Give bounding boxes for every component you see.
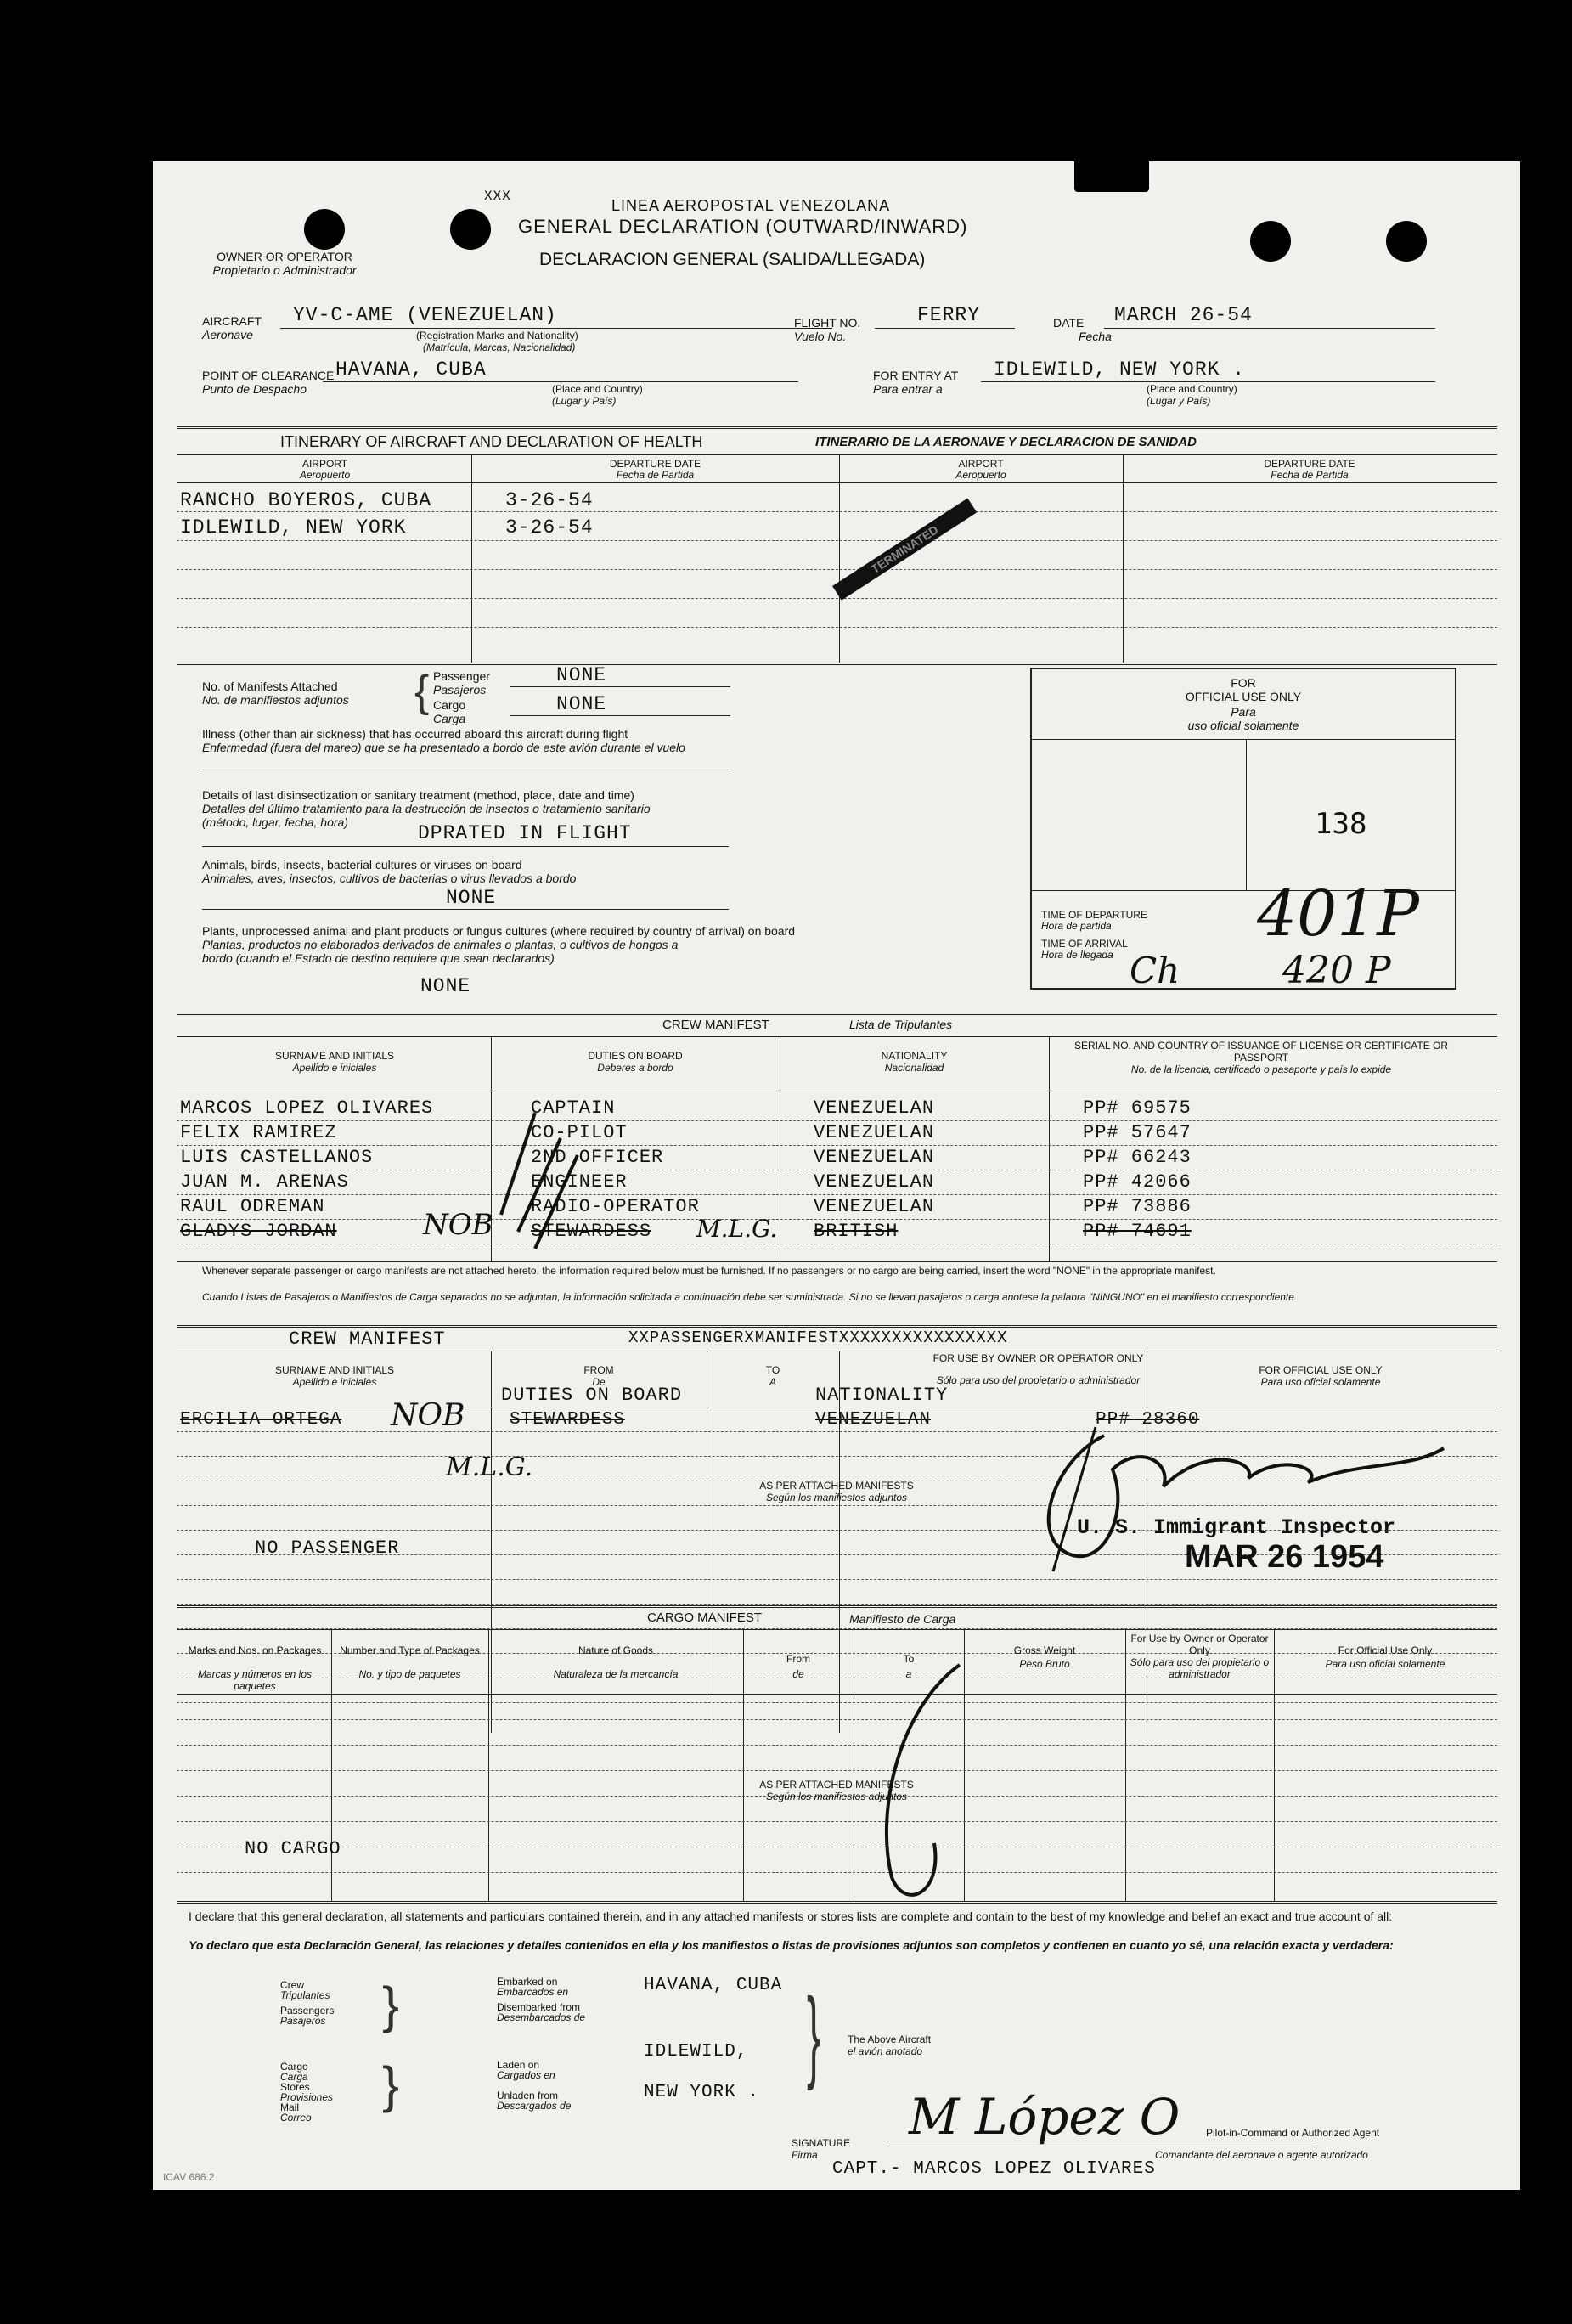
crew-serial-3: PP# 66243 bbox=[1083, 1147, 1192, 1168]
official-number: 138 bbox=[1315, 807, 1367, 841]
decl-laden-es: Cargados en bbox=[497, 2069, 555, 2081]
pax-col-from: FROM bbox=[583, 1364, 614, 1376]
itin-col-airport-es: Aeropuerto bbox=[299, 469, 351, 481]
flight-no-value: FERRY bbox=[917, 304, 981, 326]
crew-col-serial-es: No. de la licencia, certificado o pasaporte y país lo expide bbox=[1130, 1063, 1392, 1075]
animals-label-es: Animales, aves, insectos, cultivos de bacterias o virus llevados a bordo bbox=[202, 872, 577, 885]
pax-col-official: FOR OFFICIAL USE ONLY bbox=[1259, 1364, 1383, 1376]
crew-duty-5: RADIO-OPERATOR bbox=[531, 1196, 700, 1217]
divider bbox=[510, 715, 730, 716]
manifest-note: Whenever separate passenger or cargo manifests are not attached hereto, the information required below must be furnished. If no passengers or no cargo are being carried, insert the word "NONE" in the appropriate manifest. bbox=[202, 1265, 1216, 1277]
decl-embarked: Embarked on bbox=[497, 1976, 558, 1988]
decl-crew: Crew bbox=[280, 1979, 305, 1991]
punch-hole bbox=[450, 209, 491, 250]
decl-mail: Mail bbox=[280, 2101, 300, 2113]
row-rule bbox=[177, 598, 1497, 599]
col-divider bbox=[1274, 1629, 1275, 1901]
col-divider bbox=[491, 1351, 492, 1733]
row-rule bbox=[177, 1604, 1497, 1605]
divider bbox=[510, 686, 730, 687]
decl-mail-es: Correo bbox=[280, 2112, 312, 2124]
row-rule bbox=[177, 511, 1497, 512]
col-divider bbox=[471, 454, 472, 663]
cargo-col-nature-es: Naturaleza de la mercancía bbox=[553, 1668, 679, 1680]
divider bbox=[177, 454, 1497, 455]
plants-label-es: Plantas, productos no elaborados derivados de animales o plantas, o cultivos de hongos a bbox=[202, 938, 679, 951]
crew-duty-6: STEWARDESS bbox=[531, 1221, 652, 1242]
pax-typed-nationality: NATIONALITY bbox=[815, 1385, 949, 1406]
crew-serial-6: PP# 74691 bbox=[1083, 1221, 1192, 1242]
crew-nat-6: BRITISH bbox=[814, 1221, 899, 1242]
departure-time-value: 401P bbox=[1257, 877, 1420, 950]
entry-label: FOR ENTRY AT bbox=[873, 369, 959, 382]
row-rule bbox=[177, 627, 1497, 628]
date-value: MARCH 26-54 bbox=[1114, 304, 1253, 326]
crew-duty-1: CAPTAIN bbox=[531, 1097, 616, 1119]
punch-hole bbox=[304, 209, 345, 250]
aircraft-label: AIRCRAFT bbox=[202, 314, 262, 328]
section-divider bbox=[177, 426, 1497, 429]
clearance-label-es: Punto de Despacho bbox=[202, 382, 307, 396]
disinsect-label-es: Detalles del último tratamiento para la destrucción de insectos o tratamiento sanitario bbox=[202, 802, 651, 815]
plants-label-es2: bordo (cuando el Estado de destino requiere que sean declarados) bbox=[202, 951, 555, 965]
official-for: FOR bbox=[1231, 676, 1256, 690]
animals-value: NONE bbox=[446, 887, 497, 909]
disinsect-value: DPRATED IN FLIGHT bbox=[418, 822, 632, 844]
crew-name-6: GLADYS JORDAN bbox=[180, 1221, 337, 1242]
row-rule bbox=[177, 1194, 1497, 1195]
row-rule bbox=[177, 1770, 1497, 1771]
pax-attached-es: Según los manifiestos adjuntos bbox=[765, 1492, 908, 1503]
pax-col-from-es: De bbox=[592, 1376, 606, 1388]
official-uso: uso oficial solamente bbox=[1187, 719, 1299, 732]
col-divider bbox=[488, 1629, 489, 1901]
decl-passengers-es: Pasajeros bbox=[280, 2015, 326, 2027]
form-title-en: GENERAL DECLARATION (OUTWARD/INWARD) bbox=[518, 216, 968, 237]
itin-col-departure-es: Fecha de Partida bbox=[1271, 469, 1349, 481]
disinsect-label-es2: (método, lugar, fecha, hora) bbox=[202, 815, 348, 829]
itin-airport-1: RANCHO BOYEROS, CUBA bbox=[180, 489, 432, 511]
inspector-stamp: U. S. Immigrant Inspector bbox=[1077, 1515, 1396, 1540]
crew-col-nationality-es: Nacionalidad bbox=[884, 1062, 944, 1074]
crew-nat-4: VENEZUELAN bbox=[814, 1171, 935, 1193]
crew-nat-1: VENEZUELAN bbox=[814, 1097, 935, 1119]
date-label-es: Fecha bbox=[1079, 330, 1112, 343]
divider bbox=[202, 909, 729, 910]
owner-label: OWNER OR OPERATOR bbox=[217, 250, 352, 263]
crew-col-name-es: Apellido e iniciales bbox=[292, 1062, 377, 1074]
owner-label-es: Propietario o Administrador bbox=[212, 263, 357, 277]
crew-col-duties: DUTIES ON BOARD bbox=[588, 1050, 683, 1062]
passenger-overtyped: XXPASSENGERXMANIFESTXXXXXXXXXXXXXXXX bbox=[628, 1328, 1008, 1347]
entry-value: IDLEWILD, NEW YORK . bbox=[994, 358, 1246, 381]
decl-disembarked-es: Desembarcados de bbox=[497, 2011, 586, 2023]
place-note-es: (Lugar y País) bbox=[1147, 395, 1211, 407]
itin-col-departure: DEPARTURE DATE bbox=[1264, 458, 1355, 470]
cargo-col-to: To bbox=[903, 1653, 915, 1665]
pax-row-duty: STEWARDESS bbox=[510, 1410, 626, 1430]
handwritten-mark: Ch bbox=[1130, 950, 1180, 991]
terminated-stamp: TERMINATED bbox=[832, 499, 977, 601]
brace: } bbox=[382, 2056, 400, 2113]
cargo-col-from: From bbox=[786, 1653, 810, 1665]
divider bbox=[177, 482, 1497, 483]
divider bbox=[177, 1036, 1497, 1037]
decl-embarked-es: Embarcados en bbox=[497, 1986, 569, 1998]
declaration-text-es: Yo declaro que esta Declaración General, las relaciones y detalles contenidos en ella y los manifiestos o listas de provisiones adjuntos son completos y contienen en cuanto yo sé, una relación exacta y verdadera: bbox=[189, 1938, 1394, 1952]
captain-name: CAPT.- MARCOS LOPEZ OLIVARES bbox=[832, 2159, 1156, 2179]
itin-col-airport: AIRPORT bbox=[958, 458, 1004, 470]
aircraft-label-es: Aeronave bbox=[202, 328, 253, 341]
punch-hole bbox=[1386, 221, 1427, 262]
divider bbox=[280, 328, 832, 329]
decl-disembarked: Disembarked from bbox=[497, 2001, 581, 2013]
decl-laden: Laden on bbox=[497, 2059, 540, 2071]
punch-notch bbox=[1074, 161, 1149, 192]
signature-label-es: Firma bbox=[792, 2149, 818, 2161]
section-divider bbox=[177, 1901, 1497, 1904]
decl-unladen: Unladen from bbox=[497, 2090, 559, 2101]
passenger-label-es: Pasajeros bbox=[433, 683, 487, 697]
decl-crew-es: Tripulantes bbox=[280, 1989, 330, 2001]
itin-col-airport: AIRPORT bbox=[301, 458, 348, 470]
section-divider bbox=[177, 1325, 1497, 1328]
row-rule bbox=[177, 1120, 1497, 1121]
manifests-label-es: No. de manifiestos adjuntos bbox=[202, 693, 349, 707]
entry-label-es: Para entrar a bbox=[873, 382, 943, 396]
plants-value: NONE bbox=[420, 975, 471, 997]
col-divider bbox=[1123, 454, 1124, 663]
cargo-heading-es: Manifiesto de Carga bbox=[849, 1612, 956, 1626]
divider bbox=[981, 381, 1435, 382]
brace: } bbox=[807, 1977, 821, 2091]
crew-serial-5: PP# 73886 bbox=[1083, 1196, 1192, 1217]
divider bbox=[202, 846, 729, 847]
official-use-label: OFFICIAL USE ONLY bbox=[1185, 690, 1302, 703]
no-passenger: NO PASSENGER bbox=[255, 1537, 400, 1559]
itin-airport-2: IDLEWILD, NEW YORK bbox=[180, 516, 407, 539]
crew-nob-mark: NOB bbox=[423, 1208, 493, 1242]
no-cargo: NO CARGO bbox=[245, 1838, 341, 1859]
itinerary-heading: ITINERARY OF AIRCRAFT AND DECLARATION OF HEALTH bbox=[280, 433, 703, 450]
arrival-time-label: TIME OF ARRIVAL bbox=[1041, 938, 1128, 950]
crew-serial-1: PP# 69575 bbox=[1083, 1097, 1192, 1119]
cargo-label: Cargo bbox=[433, 698, 466, 712]
cargo-attached-es: Según los manifiestos adjuntos bbox=[765, 1791, 908, 1802]
col-divider bbox=[839, 454, 840, 663]
arrival-time-value: 420 P bbox=[1282, 949, 1391, 992]
divider bbox=[177, 1694, 1497, 1695]
divider bbox=[177, 1629, 1497, 1630]
col-divider bbox=[1049, 1036, 1050, 1261]
crew-initials: M.L.G. bbox=[696, 1215, 778, 1243]
itin-date-2: 3-26-54 bbox=[505, 516, 594, 539]
cargo-attached: AS PER ATTACHED MANIFESTS bbox=[759, 1779, 914, 1791]
decl-stores-es: Provisiones bbox=[280, 2091, 334, 2103]
passenger-section-heading: CREW MANIFEST bbox=[289, 1328, 446, 1350]
form-title-es: DECLARACION GENERAL (SALIDA/LLEGADA) bbox=[539, 250, 926, 269]
passenger-label: Passenger bbox=[433, 669, 490, 683]
decl-laden-value: IDLEWILD, bbox=[644, 2042, 748, 2062]
place-note-es: (Lugar y País) bbox=[552, 395, 617, 407]
brace: { bbox=[414, 667, 430, 716]
cargo-col-number-es: No. y tipo de paquetes bbox=[358, 1668, 461, 1680]
cargo-col-owner: For Use by Owner or Operator Only bbox=[1130, 1633, 1269, 1656]
pax-typed-duties: DUTIES ON BOARD bbox=[501, 1385, 683, 1406]
pax-row-name: ERCILIA ORTEGA bbox=[180, 1410, 342, 1430]
divider bbox=[1032, 739, 1455, 740]
divider bbox=[177, 1261, 1497, 1262]
date-label: DATE bbox=[1053, 316, 1085, 330]
above-aircraft: The Above Aircraft bbox=[848, 2034, 932, 2045]
pax-col-name: SURNAME AND INITIALS bbox=[274, 1364, 395, 1376]
illness-label-es: Enfermedad (fuera del mareo) que se ha presentado a bordo de este avión durante el vuelo bbox=[202, 741, 685, 754]
arrival-time-label-es: Hora de llegada bbox=[1041, 949, 1113, 961]
crew-serial-4: PP# 42066 bbox=[1083, 1171, 1192, 1193]
crew-nat-2: VENEZUELAN bbox=[814, 1122, 935, 1143]
airline-name: LINEA AEROPOSTAL VENEZOLANA bbox=[611, 197, 891, 214]
cargo-heading: CARGO MANIFEST bbox=[647, 1610, 763, 1625]
col-divider bbox=[1246, 739, 1247, 890]
itin-date-1: 3-26-54 bbox=[505, 489, 594, 511]
row-rule bbox=[177, 1219, 1497, 1220]
crew-heading: CREW MANIFEST bbox=[662, 1018, 769, 1032]
row-rule bbox=[177, 1821, 1497, 1822]
crew-name-4: JUAN M. ARENAS bbox=[180, 1171, 349, 1193]
registration-note-es: (Matrícula, Marcas, Nacionalidad) bbox=[423, 341, 576, 353]
crew-name-5: RAUL ODREMAN bbox=[180, 1196, 325, 1217]
cargo-value: NONE bbox=[556, 693, 607, 715]
crew-name-1: MARCOS LOPEZ OLIVARES bbox=[180, 1097, 434, 1119]
brace: } bbox=[382, 1977, 400, 2034]
pax-col-to: TO bbox=[765, 1364, 780, 1376]
manifest-note-es: Cuando Listas de Pasajeros o Manifiestos de Carga separados no se adjuntan, la información solicitada a continuación debe ser suministrada. Si no se llevan pasajeros o carga anotese la palabra "NINGUNO" en el manifiesto correspondiente. bbox=[202, 1291, 1298, 1303]
cargo-col-official: For Official Use Only bbox=[1338, 1644, 1433, 1656]
itin-col-departure: DEPARTURE DATE bbox=[609, 458, 701, 470]
pax-attached: AS PER ATTACHED MANIFESTS bbox=[759, 1480, 914, 1492]
itin-col-airport-es: Aeropuerto bbox=[955, 469, 1006, 481]
cargo-col-weight: Gross Weight bbox=[1013, 1644, 1076, 1656]
cargo-col-number: Number and Type of Packages bbox=[340, 1644, 480, 1656]
cargo-col-from-es: de bbox=[792, 1668, 804, 1680]
passenger-value: NONE bbox=[556, 664, 607, 686]
official-para: Para bbox=[1231, 705, 1256, 719]
crew-col-duties-es: Deberes a bordo bbox=[597, 1062, 673, 1074]
above-aircraft-es: el avión anotado bbox=[848, 2045, 923, 2057]
row-rule bbox=[177, 1745, 1497, 1746]
general-declaration-form bbox=[153, 161, 1520, 2190]
pax-col-owner: FOR USE BY OWNER OR OPERATOR ONLY bbox=[932, 1352, 1144, 1364]
decl-cargo: Cargo bbox=[280, 2061, 308, 2073]
divider bbox=[875, 328, 1015, 329]
col-divider bbox=[1125, 1629, 1126, 1901]
signature-label: SIGNATURE bbox=[792, 2137, 851, 2149]
decl-passengers: Passengers bbox=[280, 2005, 335, 2017]
divider bbox=[323, 381, 798, 382]
departure-time-label: TIME OF DEPARTURE bbox=[1041, 909, 1147, 921]
pax-row-nat: VENEZUELAN bbox=[815, 1410, 932, 1430]
crew-duty-2: CO-PILOT bbox=[531, 1122, 628, 1143]
decl-embarked-value: HAVANA, CUBA bbox=[644, 1976, 783, 1995]
punch-hole bbox=[1250, 221, 1291, 262]
cargo-col-owner-es: Sólo para uso del propietario o administrador bbox=[1130, 1656, 1270, 1680]
illness-label: Illness (other than air sickness) that has occurred aboard this aircraft during flight bbox=[202, 727, 628, 741]
plants-label: Plants, unprocessed animal and plant products or fungus cultures (where required by country of arrival) on board bbox=[202, 924, 796, 938]
decl-stores: Stores bbox=[280, 2081, 310, 2093]
departure-time-label-es: Hora de partida bbox=[1041, 920, 1112, 932]
clearance-label: POINT OF CLEARANCE bbox=[202, 369, 335, 382]
pax-col-to-es: A bbox=[769, 1376, 776, 1388]
crew-duty-4: ENGINEER bbox=[531, 1171, 628, 1193]
pax-row-serial: PP# 28360 bbox=[1096, 1410, 1200, 1430]
crew-col-name: SURNAME AND INITIALS bbox=[274, 1050, 395, 1062]
flight-no-label-es: Vuelo No. bbox=[794, 330, 847, 343]
pax-initials: M.L.G. bbox=[446, 1452, 533, 1482]
form-number: ICAV 686.2 bbox=[163, 2171, 215, 2183]
cargo-col-weight-es: Peso Bruto bbox=[1019, 1658, 1070, 1670]
place-note: (Place and Country) bbox=[552, 383, 643, 395]
aircraft-value: YV-C-AME (VENEZUELAN) bbox=[293, 304, 557, 326]
crew-name-3: LUIS CASTELLANOS bbox=[180, 1147, 374, 1168]
animals-label: Animals, birds, insects, bacterial cultures or viruses on board bbox=[202, 858, 522, 872]
header-xxx: XXX bbox=[484, 189, 511, 204]
handwritten-strokes bbox=[484, 1087, 586, 1257]
crew-col-serial: SERIAL NO. AND COUNTRY OF ISSUANCE OF LICENSE OR CERTIFICATE OR PASSPORT bbox=[1073, 1040, 1449, 1063]
divider bbox=[1104, 328, 1435, 329]
disinsect-label: Details of last disinsectization or sanitary treatment (method, place, date and time) bbox=[202, 788, 634, 802]
decl-unladen-value: NEW YORK . bbox=[644, 2083, 760, 2102]
clearance-value: HAVANA, CUBA bbox=[335, 358, 487, 381]
crew-col-nationality: NATIONALITY bbox=[881, 1050, 948, 1062]
decl-unladen-es: Descargados de bbox=[497, 2100, 572, 2112]
pilot-signature: M López O bbox=[909, 2088, 1180, 2146]
pic-label: Pilot-in-Command or Authorized Agent bbox=[1206, 2127, 1380, 2139]
cargo-col-marks: Marks and Nos. on Packages bbox=[188, 1644, 322, 1656]
manifests-label: No. of Manifests Attached bbox=[202, 680, 338, 693]
row-rule bbox=[177, 1702, 1497, 1703]
crew-heading-es: Lista de Tripulantes bbox=[849, 1018, 953, 1031]
cargo-col-to-es: a bbox=[905, 1668, 912, 1680]
cargo-col-official-es: Para uso oficial solamente bbox=[1325, 1658, 1445, 1670]
pax-col-owner-es: Sólo para uso del propietario o administrador bbox=[936, 1374, 1141, 1386]
registration-note: (Registration Marks and Nationality) bbox=[416, 330, 578, 341]
cargo-label-es: Carga bbox=[433, 712, 466, 725]
section-divider bbox=[177, 663, 1497, 665]
cargo-col-marks-es: Marcas y números en los paquetes bbox=[197, 1668, 313, 1692]
pax-col-official-es: Para uso oficial solamente bbox=[1260, 1376, 1381, 1388]
handwritten-loop bbox=[866, 1656, 968, 1911]
inspector-stamp-date: MAR 26 1954 bbox=[1185, 1539, 1384, 1575]
decl-cargo-es: Carga bbox=[280, 2071, 308, 2083]
crew-nat-5: VENEZUELAN bbox=[814, 1196, 935, 1217]
crew-nat-3: VENEZUELAN bbox=[814, 1147, 935, 1168]
itinerary-heading-es: ITINERARIO DE LA AERONAVE Y DECLARACION DE SANIDAD bbox=[815, 435, 1197, 449]
row-rule bbox=[177, 1719, 1497, 1720]
cargo-col-nature: Nature of Goods bbox=[578, 1644, 654, 1656]
pax-col-name-es: Apellido e iniciales bbox=[292, 1376, 377, 1388]
itin-col-departure-es: Fecha de Partida bbox=[616, 469, 695, 481]
row-rule bbox=[177, 569, 1497, 570]
crew-serial-2: PP# 57647 bbox=[1083, 1122, 1192, 1143]
place-note: (Place and Country) bbox=[1147, 383, 1237, 395]
pic-label-es: Comandante del aeronave o agente autorizado bbox=[1155, 2149, 1368, 2161]
pax-nob-mark: NOB bbox=[391, 1398, 465, 1433]
crew-name-2: FELIX RAMIREZ bbox=[180, 1122, 337, 1143]
declaration-text: I declare that this general declaration, all statements and particulars contained therein, and in any attached manifests or stores lists are complete and contain to the best of my knowledge and belief an exact and true account of all: bbox=[189, 1909, 1393, 1923]
section-divider bbox=[177, 1013, 1497, 1015]
row-rule bbox=[177, 1872, 1497, 1873]
row-rule bbox=[177, 540, 1497, 541]
section-divider bbox=[177, 1605, 1497, 1608]
crew-duty-3: 2ND OFFICER bbox=[531, 1147, 664, 1168]
row-rule bbox=[177, 1145, 1497, 1146]
flight-no-label: FLIGHT NO. bbox=[794, 316, 861, 330]
